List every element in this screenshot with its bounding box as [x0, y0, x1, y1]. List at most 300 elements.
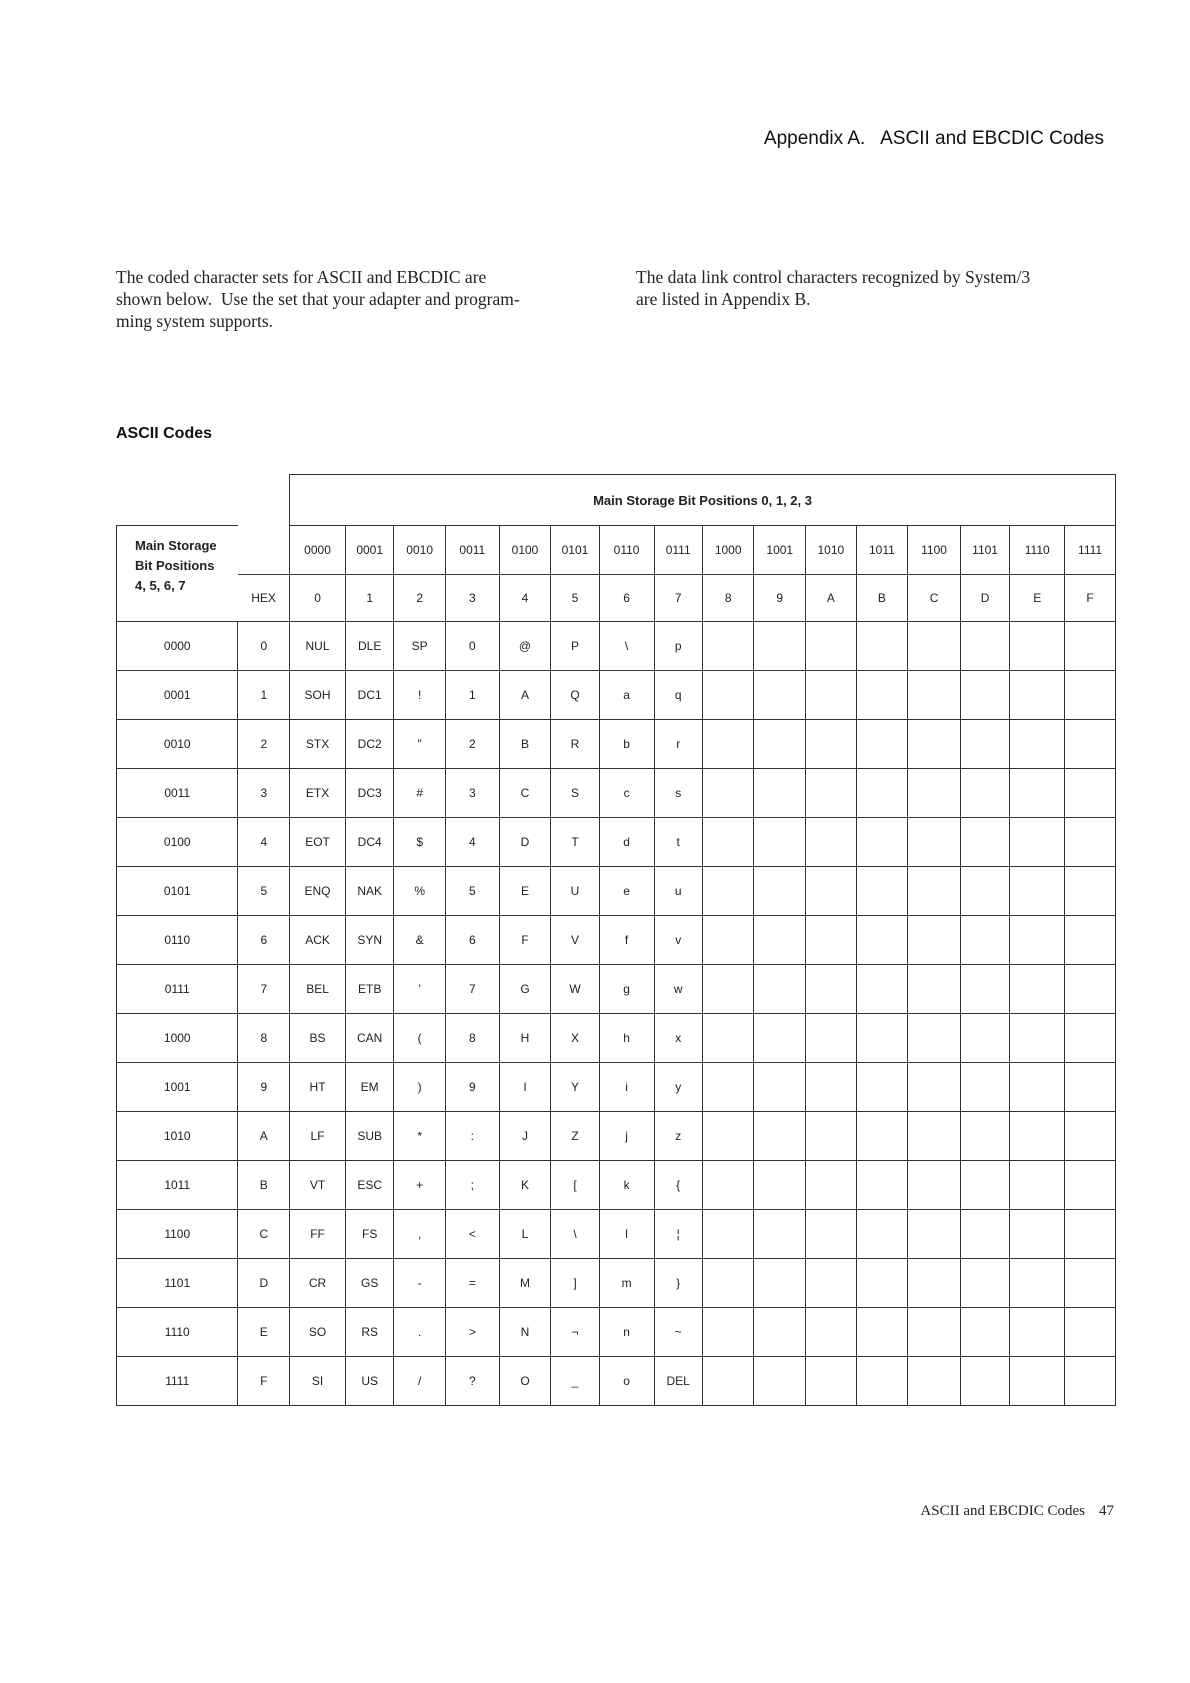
row-bits-header: 0000: [117, 622, 238, 671]
table-cell: BS: [290, 1014, 346, 1063]
table-cell: [1010, 1210, 1065, 1259]
table-cell: D: [499, 818, 551, 867]
table-cell: [754, 1112, 806, 1161]
table-cell: <: [445, 1210, 499, 1259]
table-cell: RS: [345, 1308, 393, 1357]
column-hex-header: D: [960, 575, 1009, 622]
table-cell: ESC: [345, 1161, 393, 1210]
row-bits-header: 1110: [117, 1308, 238, 1357]
table-cell: ": [394, 720, 446, 769]
column-hex-header: 0: [290, 575, 346, 622]
table-row: [117, 1063, 1116, 1112]
table-cell: DC3: [345, 769, 393, 818]
column-bits-header: 0011: [445, 526, 499, 575]
column-bits-header: 0010: [394, 526, 446, 575]
table-cell: [856, 622, 908, 671]
table-cell: {: [654, 1161, 702, 1210]
table-cell: [702, 1357, 754, 1406]
table-cell: d: [599, 818, 654, 867]
table-cell: BEL: [290, 965, 346, 1014]
table-cell: [702, 671, 754, 720]
table-cell: SOH: [290, 671, 346, 720]
column-hex-header: B: [856, 575, 908, 622]
table-row: [117, 1259, 1116, 1308]
column-hex-header: 4: [499, 575, 551, 622]
table-cell: \: [599, 622, 654, 671]
table-cell: [1010, 1063, 1065, 1112]
table-cell: [754, 867, 806, 916]
table-cell: [908, 1259, 961, 1308]
table-cell: [908, 818, 961, 867]
row-hex-header: D: [238, 1259, 290, 1308]
table-cell: I: [499, 1063, 551, 1112]
row-hex-header: 8: [238, 1014, 290, 1063]
table-cell: j: [599, 1112, 654, 1161]
banner-row: [117, 475, 1116, 526]
row-bits-header: 0110: [117, 916, 238, 965]
row-bits-header: 1111: [117, 1357, 238, 1406]
table-cell: n: [599, 1308, 654, 1357]
table-row: [117, 965, 1116, 1014]
table-cell: [1065, 916, 1116, 965]
table-cell: L: [499, 1210, 551, 1259]
column-hex-header: 8: [702, 575, 754, 622]
table-cell: [806, 720, 857, 769]
table-cell: 1: [445, 671, 499, 720]
table-cell: [1010, 1357, 1065, 1406]
table-cell: %: [394, 867, 446, 916]
table-cell: [754, 1259, 806, 1308]
column-hex-header: F: [1065, 575, 1116, 622]
table-cell: X: [551, 1014, 599, 1063]
table-cell: [806, 1161, 857, 1210]
table-cell: =: [445, 1259, 499, 1308]
table-cell: [856, 916, 908, 965]
table-cell: [856, 1112, 908, 1161]
table-cell: B: [499, 720, 551, 769]
table-cell: v: [654, 916, 702, 965]
table-row: [117, 622, 1116, 671]
column-hex-header: 2: [394, 575, 446, 622]
table-cell: 2: [445, 720, 499, 769]
table-cell: k: [599, 1161, 654, 1210]
table-cell: SP: [394, 622, 446, 671]
table-cell: [908, 1063, 961, 1112]
table-cell: [702, 1112, 754, 1161]
table-cell: [702, 1308, 754, 1357]
column-bits-header: 0100: [499, 526, 551, 575]
column-bits-header: 1100: [908, 526, 961, 575]
table-cell: W: [551, 965, 599, 1014]
table-cell: DEL: [654, 1357, 702, 1406]
row-bits-header: 1000: [117, 1014, 238, 1063]
table-cell: z: [654, 1112, 702, 1161]
table-cell: SO: [290, 1308, 346, 1357]
table-cell: EM: [345, 1063, 393, 1112]
table-row: [117, 671, 1116, 720]
column-bits-header: 0000: [290, 526, 346, 575]
table-cell: SUB: [345, 1112, 393, 1161]
table-cell: [1065, 1357, 1116, 1406]
column-hex-header: 3: [445, 575, 499, 622]
column-bits-header: 1111: [1065, 526, 1116, 575]
table-cell: G: [499, 965, 551, 1014]
column-hex-header: A: [806, 575, 857, 622]
table-row: [117, 1014, 1116, 1063]
row-hex-header: 9: [238, 1063, 290, 1112]
column-bits-header: 0101: [551, 526, 599, 575]
table-cell: S: [551, 769, 599, 818]
table-cell: [1010, 769, 1065, 818]
table-row: [117, 1357, 1116, 1406]
table-cell: [856, 1308, 908, 1357]
table-cell: F: [499, 916, 551, 965]
table-cell: [856, 769, 908, 818]
table-cell: Z: [551, 1112, 599, 1161]
table-cell: [702, 720, 754, 769]
row-hex-header: 5: [238, 867, 290, 916]
table-cell: [1065, 1112, 1116, 1161]
table-cell: ): [394, 1063, 446, 1112]
table-cell: E: [499, 867, 551, 916]
table-cell: [1065, 818, 1116, 867]
intro-right-line: are listed in Appendix B.: [636, 289, 811, 309]
table-cell: [806, 1112, 857, 1161]
table-cell: [856, 1161, 908, 1210]
table-cell: [960, 1357, 1009, 1406]
table-cell: Y: [551, 1063, 599, 1112]
table-cell: r: [654, 720, 702, 769]
table-cell: [754, 769, 806, 818]
table-cell: [1010, 720, 1065, 769]
table-cell: [1065, 1014, 1116, 1063]
table-cell: [908, 1357, 961, 1406]
table-cell: US: [345, 1357, 393, 1406]
table-cell: f: [599, 916, 654, 965]
table-cell: [908, 867, 961, 916]
row-hex-header: 0: [238, 622, 290, 671]
table-cell: [806, 769, 857, 818]
table-cell: [754, 671, 806, 720]
table-row: [117, 769, 1116, 818]
table-cell: [960, 720, 1009, 769]
table-cell: 9: [445, 1063, 499, 1112]
table-cell: SI: [290, 1357, 346, 1406]
table-cell: &: [394, 916, 446, 965]
table-cell: [806, 1357, 857, 1406]
intro-right-paragraph: [636, 266, 1106, 310]
table-cell: R: [551, 720, 599, 769]
table-spacer: [117, 475, 290, 526]
table-cell: 8: [445, 1014, 499, 1063]
column-hex-header: 7: [654, 575, 702, 622]
table-cell: [908, 622, 961, 671]
table-cell: [908, 1308, 961, 1357]
table-cell: l: [599, 1210, 654, 1259]
row-hex-header: 3: [238, 769, 290, 818]
table-cell: +: [394, 1161, 446, 1210]
table-cell: a: [599, 671, 654, 720]
intro-left-paragraph: [116, 266, 586, 332]
row-hex-header: E: [238, 1308, 290, 1357]
table-cell: [908, 769, 961, 818]
table-cell: [1010, 965, 1065, 1014]
table-cell: [754, 1308, 806, 1357]
table-cell: _: [551, 1357, 599, 1406]
table-cell: [960, 671, 1009, 720]
row-bits-header: 1101: [117, 1259, 238, 1308]
table-cell: [702, 867, 754, 916]
row-axis-label-line: 4, 5, 6, 7: [135, 578, 186, 593]
table-cell: CAN: [345, 1014, 393, 1063]
intro-right-line: The data link control characters recognized by System/3: [636, 267, 1031, 287]
column-hex-header: 1: [345, 575, 393, 622]
table-cell: [702, 1063, 754, 1112]
table-cell: c: [599, 769, 654, 818]
table-row: [117, 916, 1116, 965]
table-cell: [806, 965, 857, 1014]
ascii-code-table: [116, 474, 1116, 1406]
table-cell: [856, 867, 908, 916]
table-cell: [1010, 1112, 1065, 1161]
table-cell: EOT: [290, 818, 346, 867]
row-bits-header: 0101: [117, 867, 238, 916]
table-cell: Q: [551, 671, 599, 720]
table-cell: \: [551, 1210, 599, 1259]
table-cell: [908, 1112, 961, 1161]
row-axis-label-line: Main Storage: [135, 538, 217, 553]
table-cell: [960, 1259, 1009, 1308]
table-cell: [856, 671, 908, 720]
table-cell: [1010, 867, 1065, 916]
table-cell: [754, 720, 806, 769]
table-cell: [856, 818, 908, 867]
column-hex-header: 6: [599, 575, 654, 622]
table-row: [117, 720, 1116, 769]
table-cell: o: [599, 1357, 654, 1406]
table-row: [117, 1161, 1116, 1210]
table-cell: 7: [445, 965, 499, 1014]
page-number: 47: [1099, 1503, 1114, 1519]
table-cell: [1065, 1308, 1116, 1357]
table-cell: [908, 916, 961, 965]
table-cell: [754, 818, 806, 867]
intro-left-line: The coded character sets for ASCII and EBCDIC are: [116, 267, 487, 287]
table-cell: VT: [290, 1161, 346, 1210]
column-hex-header: E: [1010, 575, 1065, 622]
table-cell: [702, 965, 754, 1014]
table-cell: }: [654, 1259, 702, 1308]
table-cell: [960, 818, 1009, 867]
table-cell: T: [551, 818, 599, 867]
column-bits-header: 1000: [702, 526, 754, 575]
table-cell: [908, 965, 961, 1014]
table-cell: ¬: [551, 1308, 599, 1357]
row-bits-header: 0001: [117, 671, 238, 720]
table-cell: DLE: [345, 622, 393, 671]
row-axis-label: [117, 526, 238, 622]
page-footer: [920, 1503, 1114, 1520]
table-cell: [1065, 1259, 1116, 1308]
column-bits-header: 0001: [345, 526, 393, 575]
table-cell: [856, 1014, 908, 1063]
table-cell: N: [499, 1308, 551, 1357]
appendix-heading: Appendix A. ASCII and EBCDIC Codes: [763, 128, 1104, 149]
table-cell: [856, 1063, 908, 1112]
table-cell: DC1: [345, 671, 393, 720]
table-cell: [702, 769, 754, 818]
table-cell: w: [654, 965, 702, 1014]
column-bits-header: 1010: [806, 526, 857, 575]
table-cell: M: [499, 1259, 551, 1308]
table-cell: NUL: [290, 622, 346, 671]
table-cell: [960, 1063, 1009, 1112]
table-cell: NAK: [345, 867, 393, 916]
table-cell: [1010, 1161, 1065, 1210]
table-row: [117, 867, 1116, 916]
column-group-banner: Main Storage Bit Positions 0, 1, 2, 3: [290, 475, 1116, 526]
row-hex-header: F: [238, 1357, 290, 1406]
table-cell: u: [654, 867, 702, 916]
row-bits-header: 0100: [117, 818, 238, 867]
table-cell: ETB: [345, 965, 393, 1014]
table-cell: [1065, 1161, 1116, 1210]
table-cell: 3: [445, 769, 499, 818]
table-cell: [1065, 1210, 1116, 1259]
table-cell: [960, 867, 1009, 916]
table-cell: ,: [394, 1210, 446, 1259]
table-cell: P: [551, 622, 599, 671]
table-cell: [908, 1210, 961, 1259]
table-cell: [806, 818, 857, 867]
table-cell: [1010, 916, 1065, 965]
table-cell: [960, 769, 1009, 818]
table-cell: [702, 916, 754, 965]
table-cell: ?: [445, 1357, 499, 1406]
column-bits-header: 1011: [856, 526, 908, 575]
section-title: ASCII Codes: [116, 425, 213, 442]
table-cell: [754, 965, 806, 1014]
table-cell: [806, 916, 857, 965]
row-hex-header: 7: [238, 965, 290, 1014]
table-cell: [806, 1259, 857, 1308]
table-cell: i: [599, 1063, 654, 1112]
table-cell: [702, 1014, 754, 1063]
table-cell: [856, 1259, 908, 1308]
table-cell: [1010, 818, 1065, 867]
row-hex-header: B: [238, 1161, 290, 1210]
table-cell: [: [551, 1161, 599, 1210]
table-cell: [856, 720, 908, 769]
table-cell: [806, 1210, 857, 1259]
table-cell: [754, 1161, 806, 1210]
table-cell: [806, 1014, 857, 1063]
table-cell: m: [599, 1259, 654, 1308]
table-cell: FF: [290, 1210, 346, 1259]
table-cell: [806, 867, 857, 916]
hex-label: HEX: [238, 575, 290, 622]
table-row: [117, 1112, 1116, 1161]
column-hex-header: C: [908, 575, 961, 622]
table-cell: [1065, 965, 1116, 1014]
table-body: [117, 475, 1116, 1406]
table-cell: [908, 720, 961, 769]
row-bits-header: 1001: [117, 1063, 238, 1112]
row-bits-header: 0111: [117, 965, 238, 1014]
table-cell: [702, 818, 754, 867]
table-cell: g: [599, 965, 654, 1014]
table-cell: [960, 1210, 1009, 1259]
table-cell: ]: [551, 1259, 599, 1308]
table-cell: [1010, 1014, 1065, 1063]
table-cell: [1065, 867, 1116, 916]
table-cell: [1065, 622, 1116, 671]
table-cell: SYN: [345, 916, 393, 965]
table-cell: ': [394, 965, 446, 1014]
table-cell: [806, 671, 857, 720]
column-bits-row: [117, 526, 1116, 575]
table-cell: [960, 1112, 1009, 1161]
table-cell: K: [499, 1161, 551, 1210]
table-cell: [702, 1210, 754, 1259]
table-cell: ENQ: [290, 867, 346, 916]
row-hex-header: 4: [238, 818, 290, 867]
column-bits-header: 1110: [1010, 526, 1065, 575]
table-cell: O: [499, 1357, 551, 1406]
table-row: [117, 818, 1116, 867]
table-cell: [908, 1161, 961, 1210]
table-cell: [960, 622, 1009, 671]
table-cell: [1010, 622, 1065, 671]
hex-label-spacer: [238, 526, 290, 575]
table-cell: HT: [290, 1063, 346, 1112]
row-axis-label-line: Bit Positions: [135, 558, 215, 573]
column-hex-header: 9: [754, 575, 806, 622]
table-cell: U: [551, 867, 599, 916]
table-cell: [754, 622, 806, 671]
table-cell: p: [654, 622, 702, 671]
table-cell: /: [394, 1357, 446, 1406]
table-cell: [754, 1210, 806, 1259]
table-cell: [856, 965, 908, 1014]
table-cell: [754, 916, 806, 965]
table-cell: 5: [445, 867, 499, 916]
row-bits-header: 0010: [117, 720, 238, 769]
table-cell: .: [394, 1308, 446, 1357]
table-cell: 6: [445, 916, 499, 965]
table-cell: [754, 1357, 806, 1406]
table-cell: [806, 1063, 857, 1112]
table-cell: C: [499, 769, 551, 818]
table-cell: -: [394, 1259, 446, 1308]
table-row: [117, 1308, 1116, 1357]
table-cell: FS: [345, 1210, 393, 1259]
table-cell: q: [654, 671, 702, 720]
table-cell: [908, 1014, 961, 1063]
column-bits-header: 1001: [754, 526, 806, 575]
column-bits-header: 0110: [599, 526, 654, 575]
table-cell: ;: [445, 1161, 499, 1210]
table-cell: [960, 965, 1009, 1014]
table-cell: V: [551, 916, 599, 965]
table-cell: [908, 671, 961, 720]
table-cell: h: [599, 1014, 654, 1063]
table-cell: *: [394, 1112, 446, 1161]
table-cell: [1065, 1063, 1116, 1112]
table-cell: [702, 622, 754, 671]
table-cell: :: [445, 1112, 499, 1161]
table-cell: >: [445, 1308, 499, 1357]
